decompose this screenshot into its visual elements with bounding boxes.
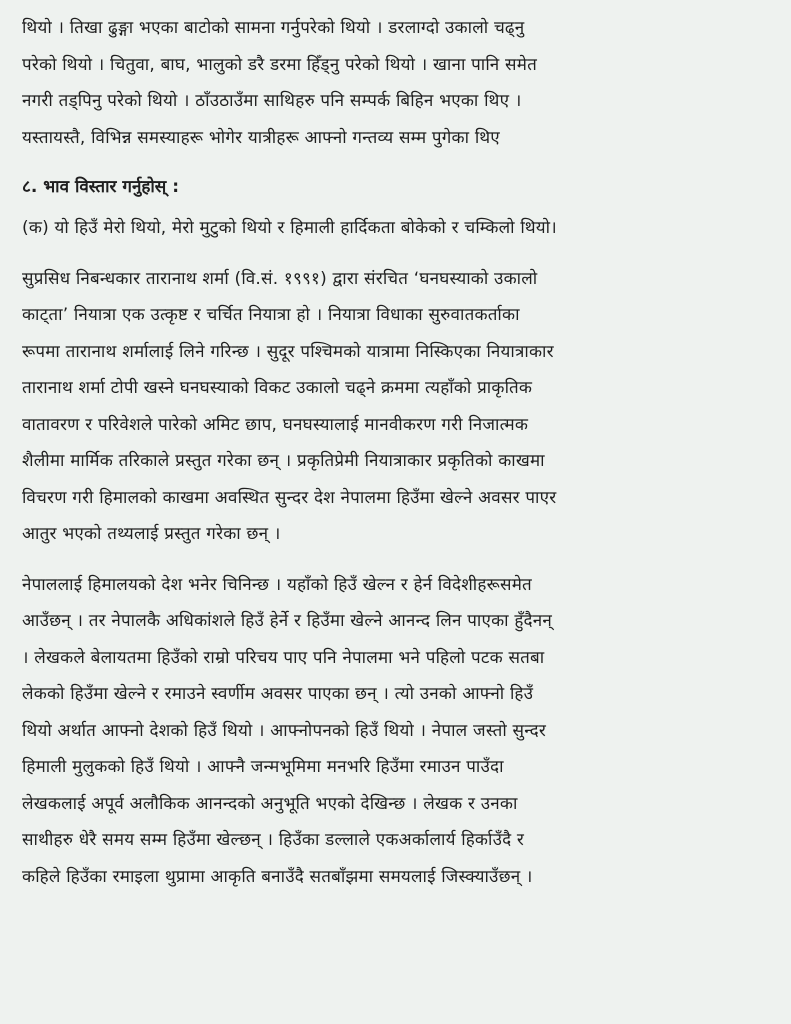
text-line: थियो अर्थात आफ्नो देशको हिउँ थियो । आफ्नोपनको हिउँ थियो । नेपाल जस्तो सुन्दर: [22, 720, 547, 741]
text-line: तारानाथ शर्मा टोपी खस्ने घनघस्याको विकट उकालो चढ्ने क्रममा त्यहाँको प्राकृतिक: [22, 378, 533, 398]
text-line: परेको थियो । चितुवा, बाघ, भालुको डरै डरमा हिँड्नु परेको थियो । खाना पानि समेत: [22, 54, 537, 75]
text-line: सुप्रसिध निबन्धकार तारानाथ शर्मा (वि.सं. १९९१) द्वारा संरचित ‘घनघस्याको उकालो: [22, 268, 538, 289]
text-line: आतुर भएको तथ्यलाई प्रस्तुत गरेका छन् ।: [22, 524, 281, 544]
text-line: रूपमा तारानाथ शर्मालाई लिने गरिन्छ । सुदूर पश्चिमको यात्रामा निस्किएका नियात्राकार: [22, 341, 554, 362]
text-line: नगरी तड्पिनु परेको थियो । ठाँउठाउँमा साथिहरु पनि सम्पर्क बिहिन भएका थिए ।: [22, 91, 522, 111]
text-line: थियो । तिखा ढुङ्गा भएका बाटोको सामना गर्नुपरेको थियो । डरलाग्दो उकालो चढ्नु: [22, 18, 525, 38]
text-line: यस्तायस्तै, विभिन्न समस्याहरू भोगेर यात्रीहरू आफ्नो गन्तव्य सम्म पुगेका थिए: [22, 127, 500, 148]
text-line: काट्ता’ नियात्रा एक उत्कृष्ट र चर्चित नियात्रा हो । नियात्रा विधाका सुरुवातकर्ताका: [22, 305, 520, 325]
text-line: वातावरण र परिवेशले पारेको अमिट छाप, घनघस्यालाई मानवीकरण गरी निजात्मक: [22, 414, 529, 435]
question-block: [22, 210, 773, 247]
question-text: (क) यो हिउँ मेरो थियो, मेरो मुटुको थियो र हिमाली हार्दिकता बोकेको र चम्किलो थियो।: [22, 218, 557, 238]
text-line: हिमाली मुलुकको हिउँ थियो । आफ्नै जन्मभूमिमा मनभरि हिउँमा रमाउन पाउँदा: [22, 757, 504, 777]
text-line: साथीहरु धेरै समय सम्म हिउँमा खेल्छन् । हिउँका डल्लाले एकअर्कालार्य हिर्काउँदै र: [22, 830, 525, 850]
text-line: शैलीमा मार्मिक तरिकाले प्रस्तुत गरेका छन् । प्रकृतिप्रेमी नियात्राकार प्रकृतिको काखमा: [22, 451, 545, 471]
text-line: आउँछन् । तर नेपालकै अधिकांशले हिउँ हेर्ने र हिउँमा खेल्ने आनन्द लिन पाएका हुँदैनन्: [22, 611, 553, 631]
text-line: । लेखकले बेलायतमा हिउँको राम्रो परिचय पाए पनि नेपालमा भने पहिलो पटक सतबा: [22, 647, 545, 668]
section-heading: ८. भाव विस्तार गर्नुहोस् :: [22, 177, 180, 197]
text-line: लेकको हिउँमा खेल्ने र रमाउने स्वर्णीम अवसर पाएका छन् । त्यो उनको आफ्नो हिउँ: [22, 684, 534, 704]
answer-paragraph-2: [22, 567, 773, 896]
text-line: विचरण गरी हिमालको काखमा अवस्थित सुन्दर देश नेपालमा हिउँमा खेल्ने अवसर पाएर: [22, 487, 557, 508]
text-line: नेपाललाई हिमालयको देश भनेर चिनिन्छ । यहाँको हिउँ खेल्न र हेर्न विदेशीहरूसमेत: [22, 574, 532, 595]
text-line: कहिले हिउँका रमाइला थुप्रामा आकृति बनाउँदै सतबाँझमा समयलाई जिस्क्याउँछन् ।: [22, 866, 533, 887]
answer-paragraph-1: [22, 261, 773, 553]
text-line: लेखकलाई अपूर्व अलौकिक आनन्दको अनुभूति भएको देखिन्छ । लेखक र उनका: [22, 793, 518, 814]
intro-paragraph: [22, 10, 773, 156]
